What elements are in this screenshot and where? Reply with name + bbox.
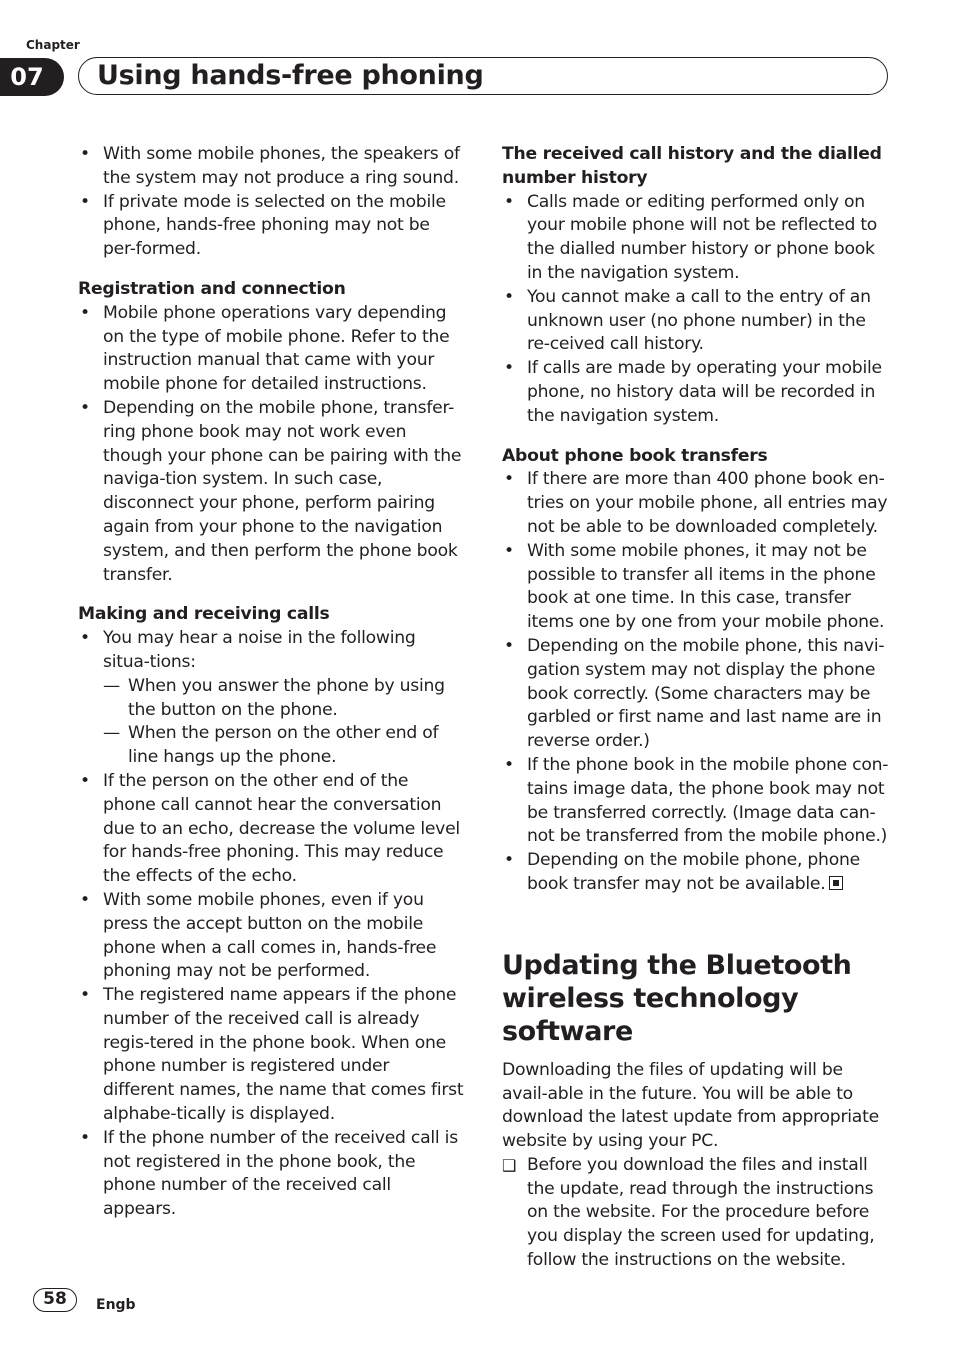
registration-bullet-list <box>78 302 464 588</box>
list-item: • With some mobile phones, it may not be possible to transfer all items in the phone book at one time. In this case, transfer items one by one from your mobile phone. <box>502 540 890 635</box>
note-item <box>502 1154 890 1273</box>
registration-heading: Registration and connection <box>78 278 346 299</box>
list-item: • The registered name appears if the phone number of the received call is already regis-tered in the phone book. When one phone number is registered under different names, the name that comes first alphabe-tically is displayed. <box>78 984 464 1127</box>
calls-bullet-list <box>78 627 464 1222</box>
list-item: • If the phone book in the mobile phone con-tains image data, the phone book may not be transferred correctly. (Image data can-not be transferred from the mobile phone.) <box>502 754 890 849</box>
left-column <box>78 143 464 1222</box>
intro-bullet-list <box>78 143 464 262</box>
chapter-number-badge: 07 <box>0 58 64 96</box>
list-item: • Depending on the mobile phone, this navi-gation system may not display the phone book correctly. (Some characters may be garbled or first name and last name are in reverse order.) <box>502 635 890 754</box>
history-heading: The received call history and the dialled number history <box>502 144 882 188</box>
list-item: • Mobile phone operations vary depending on the type of mobile phone. Refer to the instruction manual that came with your mobile phone for detailed instructions. <box>78 302 464 397</box>
update-note-list <box>502 1154 890 1273</box>
history-bullet-list <box>502 191 890 429</box>
dash-item: — When the person on the other end of line hangs up the phone. <box>103 722 464 770</box>
transfers-heading: About phone book transfers <box>502 445 768 466</box>
language-code: Engb <box>96 1297 136 1313</box>
note-checkbox-icon: ❑ <box>502 1155 517 1175</box>
list-item: • With some mobile phones, even if you press the accept button on the mobile phone when a call comes in, hands-free phoning may not be performed. <box>78 889 464 984</box>
list-item: • If there are more than 400 phone book en-tries on your mobile phone, all entries may not be able to be downloaded completely. <box>502 468 890 539</box>
calls-heading: Making and receiving calls <box>78 604 330 625</box>
chapter-label: Chapter <box>26 38 80 52</box>
list-item: • If the person on the other end of the phone call cannot hear the conversation due to an echo, decrease the volume level for hands-free phoning. This may reduce the effects of the echo. <box>78 770 464 889</box>
list-item: • If private mode is selected on the mobile phone, hands-free phoning may not be per-formed. <box>78 191 464 262</box>
list-item: • If calls are made by operating your mobile phone, no history data will be recorded in the navigation system. <box>502 357 890 428</box>
dash-item: — When you answer the phone by using the button on the phone. <box>103 675 464 723</box>
right-column <box>502 143 890 1273</box>
list-item <box>502 849 890 897</box>
update-section-title: Updating the Bluetooth wireless technology software <box>502 949 852 1047</box>
end-mark-icon <box>829 876 843 890</box>
chapter-title: Using hands-free phoning <box>97 60 484 91</box>
last-transfer-bullet-text: Depending on the mobile phone, phone book transfer may not be available. <box>527 850 860 894</box>
transfers-bullet-list <box>502 468 890 896</box>
note-text: Before you download the files and install the update, read through the instructions on the website. For the procedure before you display the screen used for updating, follow the instructions on the website. <box>527 1154 875 1271</box>
list-item: • If the phone number of the received call is not registered in the phone book, the phone number of the received call appears. <box>78 1127 464 1222</box>
dash-list <box>103 675 464 770</box>
update-body: Downloading the files of updating will be avail-able in the future. You will be able to download the latest update from appropriate website by using your PC. <box>502 1059 879 1152</box>
noise-bullet-text: You may hear a noise in the following situa-tions: <box>103 628 416 672</box>
page-number: 58 <box>33 1288 77 1312</box>
list-item: • Depending on the mobile phone, transfer-ring phone book may not work even though your phone can be pairing with the naviga-tion system. In such case, disconnect your phone, perform pairing again from your phone to the navigation system, and then perform the phone book transfer. <box>78 397 464 587</box>
list-item: • You cannot make a call to the entry of an unknown user (no phone number) in the re-ceived call history. <box>502 286 890 357</box>
list-item: • Calls made or editing performed only on your mobile phone will not be reflected to the dialled number history or phone book in the navigation system. <box>502 191 890 286</box>
list-item <box>78 627 464 770</box>
list-item: • With some mobile phones, the speakers of the system may not produce a ring sound. <box>78 143 464 191</box>
